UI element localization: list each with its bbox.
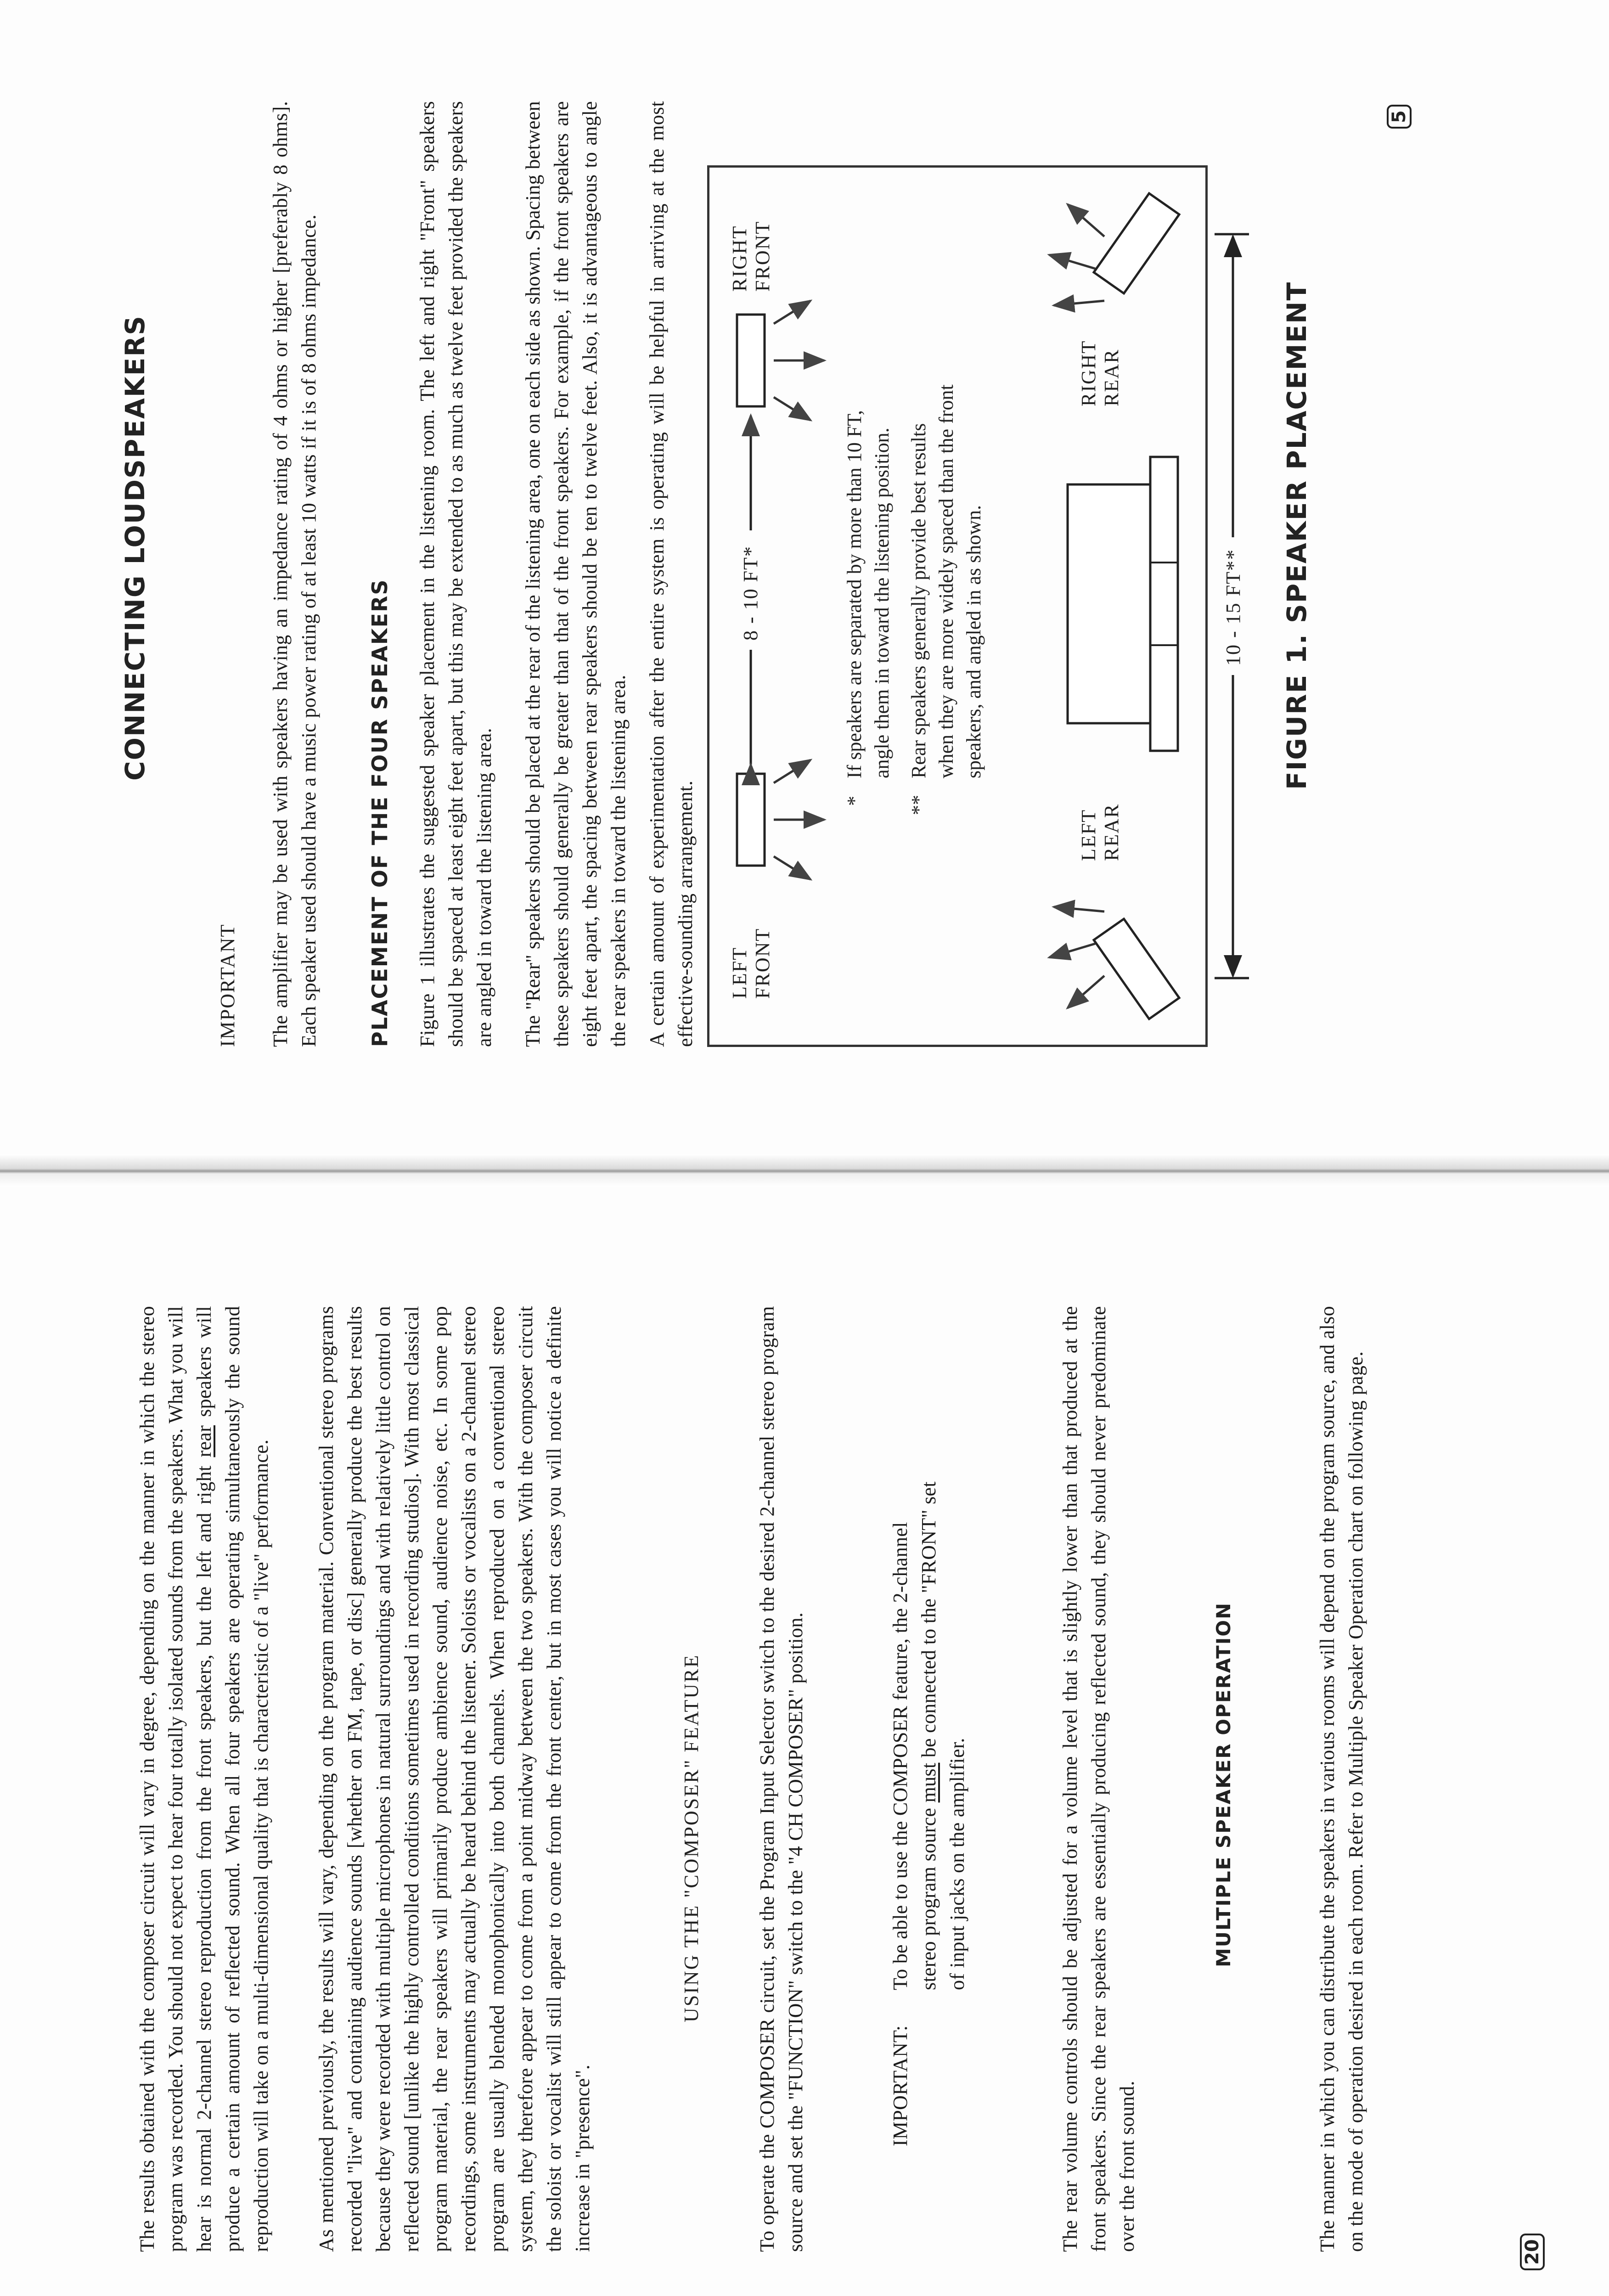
heading-placement-four-speakers: PLACEMENT OF THE FOUR SPEAKERS (367, 579, 392, 1047)
figure-caption: FIGURE 1. SPEAKER PLACEMENT (1281, 281, 1312, 790)
speaker-box-icon (1094, 193, 1179, 293)
note-1-line-1: If speakers are separated by more than 10 FT, (843, 410, 866, 778)
paragraph-text: As mentioned previously, the results will vary, depending on the program material. Conventional stereo programs recorded "live" and containing audience sounds [whether on FM, tape, or disc] generally produce the best results because they were recorded with multiple microphones in natural surroundings and with relatively little control on reflected sound [unlike the highly controlled conditions sometimes used in recording studios]. With most classical program material, the rear speakers will primarily produce ambience sound, audience noise, etc. In some pop recordings, some instruments may actually be heard behind the listener. Soloists or vocalists on a 2-channel stereo program are usually blended monophonically into both channels. When reproduced on a conventional stereo system, they therefore appear to come from a point midway between the two speakers. With the composer circuit the soloist or vocalist will still appear to come from the front center, but in most cases you will notice a definite increase in "presence". (315, 1306, 594, 2252)
important-note (886, 1476, 972, 1990)
label-right-rear-1: RIGHT (1077, 340, 1100, 406)
heading-multiple-speaker-operation: MULTIPLE SPEAKER OPERATION (1212, 1602, 1235, 1967)
underlined-word-rear: rear (193, 1425, 215, 1458)
label-right-front-1: RIGHT (728, 225, 751, 292)
speaker-box-icon (737, 315, 765, 406)
paragraph-operate-composer: To operate the COMPOSER circuit, set the Program Input Selector switch to the desired 2-channel stereo program source and set the "FUNCTION" switch to the "4 CH COMPOSER" position. (756, 1306, 807, 2252)
paragraph-text: speakers will produce a certain amount of reflected sound. When all four speakers are operating simultaneously the sound reproduction will take on a multi-dimensional quality that is characteristic of a "live" performance. (193, 1306, 272, 2252)
page-number-20: 20 (1520, 2234, 1545, 2270)
right-page (0, 0, 1609, 1139)
note-2-line-2: when they are more widely spaced than the front (935, 384, 957, 778)
label-right-front-2: FRONT (751, 220, 774, 292)
paragraph-front-placement: Figure 1 illustrates the suggested speaker placement in the listening room. The left and right "Front" speakers should be spaced at least eight feet apart, but this may be extended to as much as twelve feet provided the speakers are angled in toward the listening area. (416, 101, 495, 1047)
sound-arrow-icon (1054, 301, 1104, 305)
right-front-speaker (728, 221, 824, 420)
front-spacing-dimension (739, 416, 762, 765)
label-left-rear-1: LEFT (1077, 809, 1100, 861)
figure-speaker-placement (707, 165, 1208, 1047)
speaker-box-icon (737, 774, 765, 866)
sound-arrow-icon (1054, 907, 1104, 912)
paragraph-multiple-speakers: The manner in which you can distribute the speakers in various rooms will depend on the program source, and also on the mode of operation desired in each room. Refer to Multiple Speaker Operation chart on following page. (1316, 1306, 1367, 2252)
label-right-rear-2: REAR (1100, 349, 1123, 406)
paragraph-text: The results obtained with the composer circuit will vary in degree, depending on the manner in which the stereo program was recorded. You should not expect to hear four totally isolated sounds from the speakers. What you will hear is normal 2-channel stereo reproduction from the front speakers, but the left and right (136, 1306, 215, 2252)
left-page (0, 1205, 1609, 2296)
underlined-word-must: must (917, 1762, 940, 1803)
heading-using-composer: USING THE "COMPOSER" FEATURE (680, 1654, 703, 2022)
label-rear-spacing: 10 - 15 FT** (1222, 549, 1244, 666)
label-left-rear-2: REAR (1100, 803, 1123, 861)
sound-arrow-icon (1068, 204, 1104, 236)
label-left-front-1: LEFT (728, 946, 751, 999)
note-marker-double: ** (907, 795, 930, 815)
label-front-spacing: 8 - 10 FT* (739, 546, 762, 641)
important-text: To be able to use the COMPOSER feature, the 2-channel stereo program source (889, 1522, 940, 1990)
page-number-5: 5 (1387, 105, 1412, 129)
sound-arrow-icon (774, 301, 810, 324)
paragraph-composer-results (133, 1306, 276, 2252)
sound-arrow-icon (1068, 976, 1104, 1008)
title-connecting-loudspeakers: CONNECTING LOUDSPEAKERS (119, 315, 151, 781)
figure-notes (843, 384, 985, 815)
paragraph-impedance: The amplifier may be used with speakers having an impedance rating of 4 ohms or higher [preferably 8 ohms]. Each speaker used should have a music power rating of at least 10 watts if it is of 8 ohms impedance. (269, 101, 320, 1047)
label-left-front-2: FRONT (751, 928, 774, 999)
sound-arrow-icon (1049, 255, 1095, 269)
page-fold-shadow (0, 1154, 1609, 1187)
note-marker-single: * (843, 796, 866, 806)
note-2-line-3: speakers, and angled in as shown. (962, 505, 985, 778)
left-rear-speaker (1049, 804, 1179, 1019)
paragraph-experimentation: A certain amount of experimentation after the entire system is operating will be helpful in arriving at the most effective-sounding arrangement. (646, 101, 697, 1047)
right-rear-speaker (1049, 193, 1179, 406)
sound-arrow-icon (1049, 944, 1095, 957)
paragraph-rear-placement: The "Rear" speakers should be placed at the rear of the listening area, one on each side as shown. Spacing between these speakers should generally be greater than that of the front speakers. For example, if the front speakers are eight feet apart, the spacing between rear speakers should be ten to twelve feet. Also, it is advantageous to angle the rear speakers in toward the listening area. (522, 101, 630, 1047)
paragraph-program-material (312, 1306, 597, 2252)
couch-icon (1068, 457, 1178, 751)
left-front-speaker (728, 760, 824, 999)
important-text: be connected to the "FRONT" set of input jacks on the amplifier. (917, 1481, 968, 1990)
figure-diagram (709, 168, 1205, 1045)
important-label: IMPORTANT: (889, 2025, 911, 2146)
sound-arrow-icon (774, 856, 810, 879)
sound-arrow-icon (774, 760, 810, 783)
note-1-line-2: angle them in toward the listening position. (871, 428, 893, 778)
rear-spacing-dimension (1212, 165, 1254, 1047)
paragraph-rear-volume: The rear volume controls should be adjusted for a volume level that is slightly lower than that produced at the front speakers. Since the rear speakers are essentially producing reflected sound, they should never predominate over the front sound. (1059, 1306, 1138, 2252)
sound-arrow-icon (774, 397, 810, 420)
note-2-line-1: Rear speakers generally provide best results (907, 423, 930, 778)
important-label: IMPORTANT (216, 923, 239, 1047)
speaker-box-icon (1094, 919, 1179, 1019)
